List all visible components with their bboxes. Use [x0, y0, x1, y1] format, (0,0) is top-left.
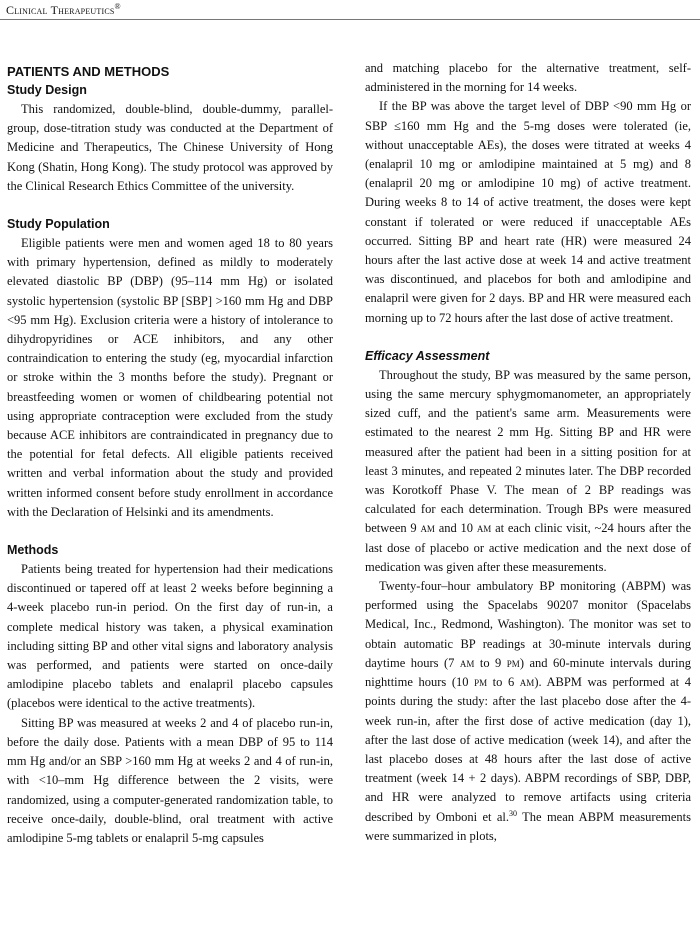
section-title: PATIENTS AND METHODS	[7, 64, 170, 79]
spacer	[365, 328, 691, 347]
study-design-heading: Study Design	[7, 83, 87, 97]
study-population-paragraph: Eligible patients were men and women aged 18 to 80 years with primary hypertension, defined as mildly to moderately elevated diastolic BP (DBP) (95–114 mm Hg) or isolated systolic hypertension (systolic BP [SBP] >160 mm Hg and DBP <95 mm Hg). Exclusion criteria were a history of intolerance to dihydropyridines or ACE inhibitors, and any other contraindication to entering the study (eg, myocardial infarction or stroke within the 3 months before the study). Pregnant or breastfeeding women or women of childbearing potential not using appropriate contraception were excluded from the study because ACE inhibitors are contraindicated in pregnancy due to the potential for fetal defects. All eligible patients received written and verbal information about the study and provided written informed consent before study enrollment in accordance with the Declaration of Helsinki and its amendments.	[7, 236, 333, 519]
left-column	[7, 62, 333, 848]
right-column	[365, 59, 691, 846]
titration-paragraph: If the BP was above the target level of DBP <90 mm Hg or SBP ≤160 mm Hg and the 5-mg doses were tolerated (ie, without unacceptable AEs), the doses were titrated at weeks 4 (enalapril 10 mg or amlodipine maintained at 5 mg) and 8 (enalapril 20 mg or amlodipine 10 mg) of active treatment. During weeks 8 to 14 of active treatment, the doses were kept constant if tolerated or were reduced if unacceptable AEs occurred. Sitting BP and heart rate (HR) were measured 24 hours after the last active dose at week 14 and active treatment was discontinued, and placebos for both and amlodipine and enalapril were given for 2 days. BP and HR were measured each morning up to 72 hours after the last dose of active treatment.	[365, 99, 691, 325]
methods-paragraph-2: Sitting BP was measured at weeks 2 and 4 of placebo run-in, before the daily dose. Patients with a mean DBP of 95 to 114 mm Hg and/or an SBP >160 mm Hg at weeks 2 and 4 of run-in, with <10–mm Hg difference between the 2 visits, were randomized, using a computer-generated randomization table, to receive once-daily, double-blind, oral treatment with active amlodipine 5-mg tablets or enalapril 5-mg capsules	[7, 715, 333, 845]
study-design-paragraph: This randomized, double-blind, double-dummy, parallel-group, dose-titration study was conducted at the Department of Medicine and Therapeutics, The Chinese University of Hong Kong (Shatin, Hong Kong). The study protocol was approved by the Clinical Research Ethics Committee of the university.	[7, 102, 333, 193]
study-population-heading: Study Population	[7, 217, 110, 232]
continued-paragraph: and matching placebo for the alternative treatment, self-administered in the morning for 14 weeks.	[365, 61, 691, 95]
efficacy-paragraph-1: Throughout the study, BP was measured by the same person, using the same mercury sphygmomanometer, an appropriately sized cuff, and the patient's same arm. Measurements were estimated to the nearest 2 mm Hg. Sitting BP and HR were measured after the patient had been in a sitting position for at least 3 minutes, and repeated 2 minutes later. The DBP recorded was Korotkoff Phase V. The mean of 2 BP readings was calculated for each determination. Trough BPs were measured between 9 am and 10 am at each clinic visit, ~24 hours after the last dose of placebo or active medication and the next dose of medication was given after these measurements.	[365, 367, 691, 574]
efficacy-heading: Efficacy Assessment	[365, 348, 490, 363]
spacer	[7, 522, 333, 541]
spacer	[7, 196, 333, 215]
journal-name: Clinical Therapeutics	[6, 3, 115, 17]
efficacy-paragraph-2: Twenty-four–hour ambulatory BP monitoring (ABPM) was performed using the Spacelabs 90207 monitor (Spacelabs Medical, Inc., Redmond, Washington). The monitor was set to obtain automatic BP readings at 30-minute intervals during daytime hours (7 am to 9 pm) and 60-minute intervals during nighttime hours (10 pm to 6 am). ABPM was performed at 4 points during the study: after the last placebo dose after the 4-week run-in, after the first dose of active medication (day 1), after the last dose of active medication (week 14), and after the last placebo doses at 48 hours after the last dose of active treatment (week 14 + 2 days). ABPM recordings of SBP, DBP, and HR were analyzed to remove artifacts using criteria described by Omboni et al.$^{30}$ The mean ABPM measurements were summarized in plots,	[365, 579, 691, 843]
methods-paragraph-1: Patients being treated for hypertension had their medications discontinued or tapered off at least 2 weeks before beginning a 4-week placebo run-in period. On the first day of run-in, a complete medical history was taken, a physical examination including sitting BP and other vital signs and laboratory analysis was performed, and patients were started on once-daily amlodipine placebo tablets and enalapril placebo capsules (placebos were identical to the active treatments).	[7, 562, 333, 711]
reference-superscript: 30	[509, 808, 517, 818]
header-rule	[0, 19, 700, 20]
running-header	[6, 3, 121, 18]
registered-mark: ®	[114, 2, 121, 11]
methods-heading: Methods	[7, 543, 59, 558]
